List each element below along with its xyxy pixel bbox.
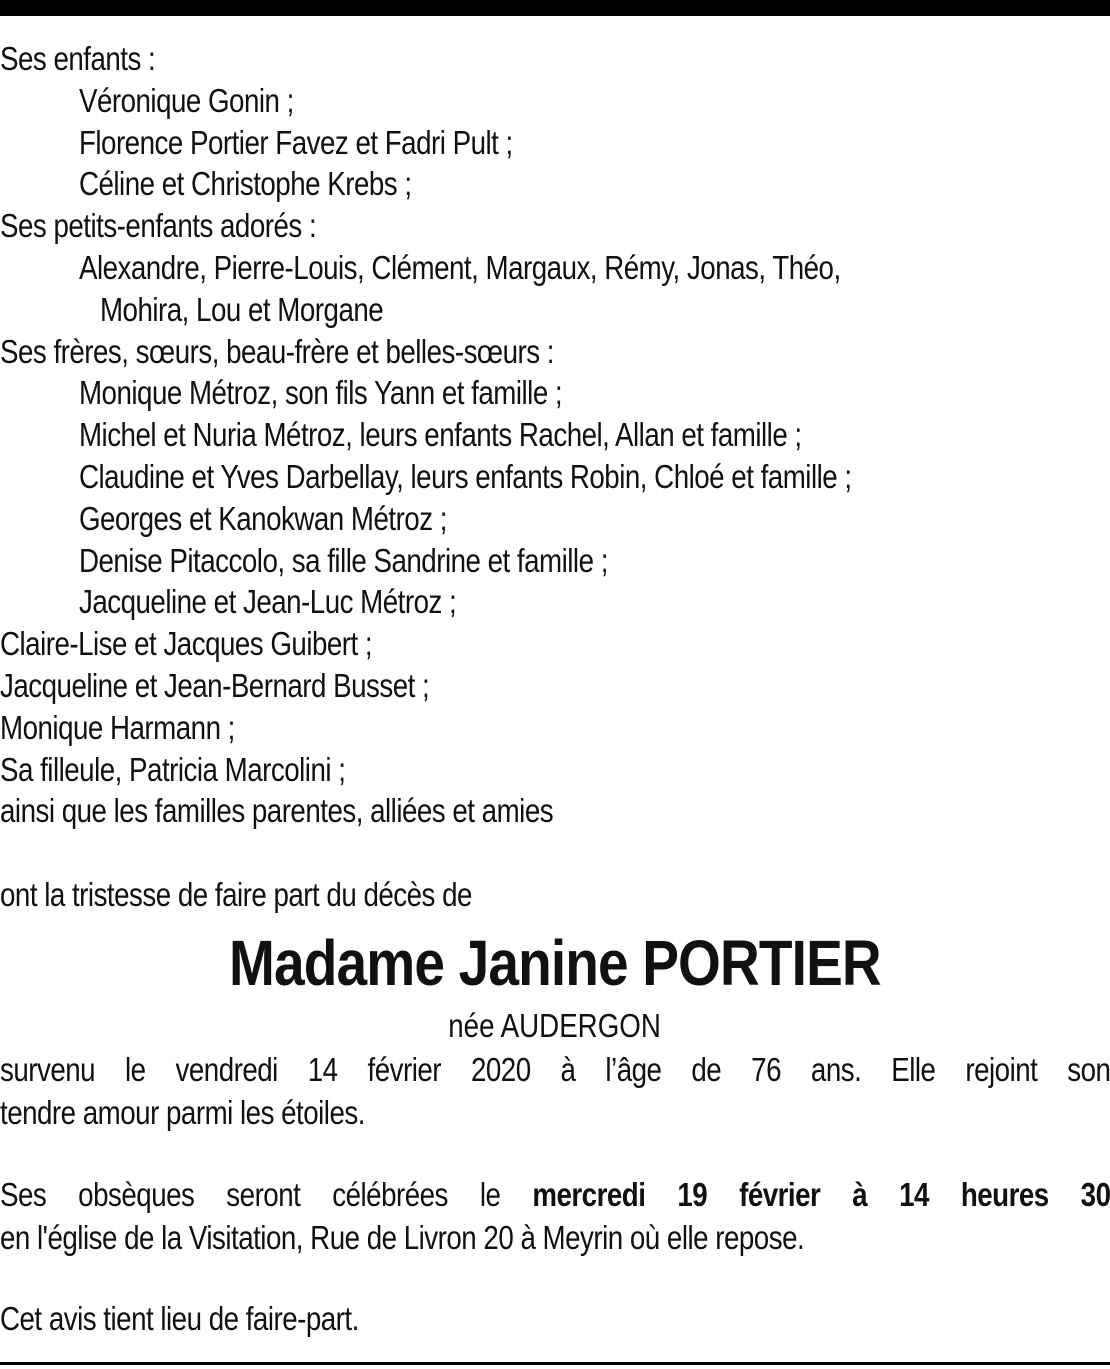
funeral-date-time: mercredi 19 février à 14 heures 30 bbox=[532, 1175, 1110, 1213]
maiden-name-text: née AUDERGON bbox=[448, 1006, 662, 1044]
child-name: Florence Portier Favez et Fadri Pult ; bbox=[78, 123, 513, 161]
obituary-notice bbox=[0, 38, 1110, 1340]
sibling-entry: Claudine et Yves Darbellay, leurs enfants Robin, Chloé et famille ; bbox=[78, 457, 852, 495]
sibling-entry: Jacqueline et Jean-Luc Métroz ; bbox=[78, 583, 457, 621]
other-mourner: Monique Harmann ; bbox=[0, 708, 235, 746]
other-mourner: Claire-Lise et Jacques Guibert ; bbox=[0, 625, 373, 663]
death-line-2: tendre amour parmi les étoiles. bbox=[0, 1093, 365, 1131]
grandchildren-heading: Ses petits-enfants adorés : bbox=[0, 207, 317, 245]
grandchildren-names-continued: Mohira, Lou et Morgane bbox=[99, 290, 384, 328]
funeral-paragraph bbox=[0, 1173, 1110, 1259]
deceased-name bbox=[0, 922, 1110, 1004]
maiden-name bbox=[0, 1004, 1110, 1048]
sibling-entry: Monique Métroz, son fils Yann et famille ; bbox=[78, 374, 563, 412]
top-border-rule bbox=[0, 0, 1110, 16]
other-mourner: Jacqueline et Jean-Bernard Busset ; bbox=[0, 666, 430, 704]
grandchildren-names: Alexandre, Pierre-Louis, Clément, Margaux, Rémy, Jonas, Théo, bbox=[78, 248, 841, 286]
sibling-entry: Georges et Kanokwan Métroz ; bbox=[78, 499, 447, 537]
sibling-entry: Denise Pitaccolo, sa fille Sandrine et famille ; bbox=[78, 541, 608, 579]
funeral-location: en l'église de la Visitation, Rue de Livron 20 à Meyrin où elle repose. bbox=[0, 1218, 805, 1256]
child-name: Céline et Christophe Krebs ; bbox=[78, 165, 412, 203]
death-paragraph bbox=[0, 1048, 1110, 1134]
bottom-border-rule bbox=[0, 1362, 1110, 1365]
announcement-line: ont la tristesse de faire part du décès de bbox=[0, 875, 472, 913]
death-line-1: survenu le vendredi 14 février 2020 à l’âge de 76 ans. Elle rejoint son bbox=[0, 1050, 1110, 1088]
deceased-name-text: Madame Janine PORTIER bbox=[229, 926, 881, 999]
sibling-entry: Michel et Nuria Métroz, leurs enfants Rachel, Allan et famille ; bbox=[78, 416, 802, 454]
children-heading: Ses enfants : bbox=[0, 40, 156, 77]
extended-family-line: ainsi que les familles parentes, alliées et amies bbox=[0, 792, 554, 830]
goddaughter-entry: Sa filleule, Patricia Marcolini ; bbox=[0, 750, 346, 788]
siblings-heading: Ses frères, sœurs, beau-frère et belles-sœurs : bbox=[0, 332, 554, 370]
spacer bbox=[0, 1134, 1110, 1173]
spacer bbox=[0, 832, 1110, 874]
child-name: Véronique Gonin ; bbox=[78, 81, 294, 119]
spacer bbox=[0, 1259, 1110, 1298]
closing-line: Cet avis tient lieu de faire-part. bbox=[0, 1299, 359, 1337]
funeral-line-1 bbox=[0, 1173, 1110, 1216]
funeral-prefix: Ses obsèques seront célébrées le bbox=[0, 1175, 533, 1213]
